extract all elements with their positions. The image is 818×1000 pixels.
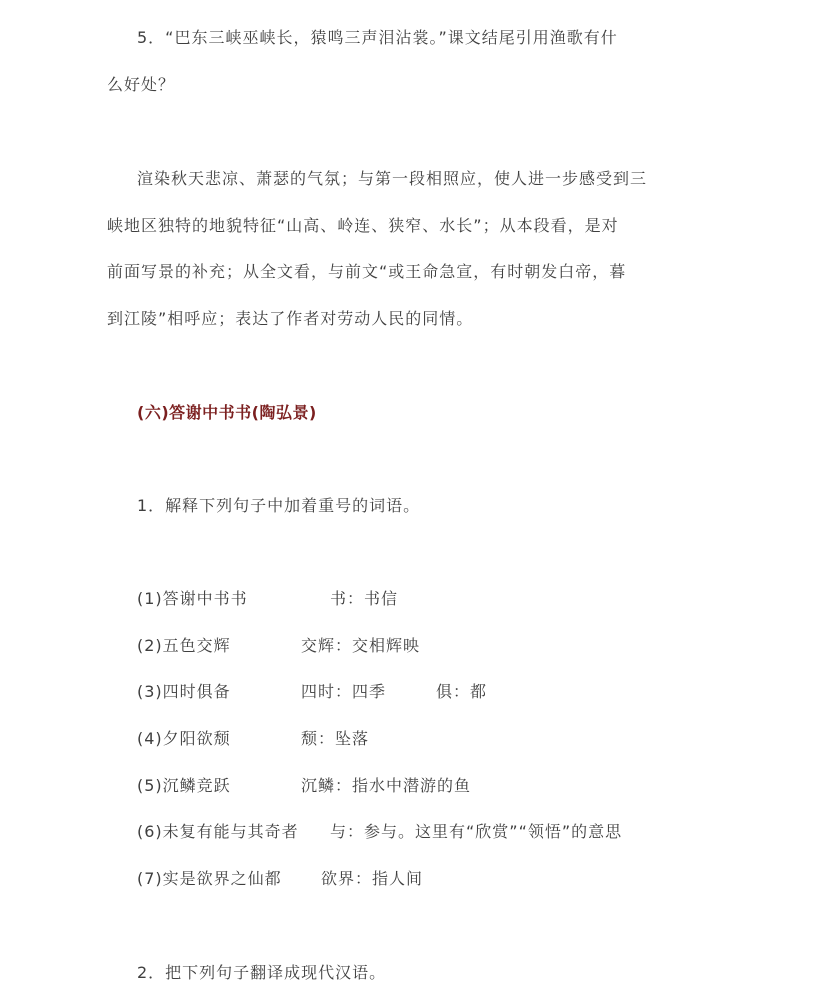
vocab-item-6 [137, 820, 623, 844]
vocab-item-3 [137, 680, 488, 704]
vocab-item-1 [137, 587, 399, 611]
vocab-phrase: (4)夕阳欲颓 [137, 729, 231, 748]
vocab-phrase: (1)答谢中书书 [137, 589, 248, 608]
answer-5-line-2: 峡地区独特的地貌特征“山高、岭连、狭窄、水长”；从本段看，是对 [107, 216, 619, 235]
vocab-gloss: 交辉：交相辉映 [301, 636, 421, 655]
question-2: 2．把下列句子翻译成现代汉语。 [137, 963, 387, 982]
vocab-phrase: (5)沉鳞竞跃 [137, 776, 231, 795]
vocab-phrase: (3)四时俱备 [137, 682, 231, 701]
vocab-gloss: 欲界：指人间 [321, 869, 424, 888]
vocab-gloss-2: 俱：都 [436, 682, 488, 701]
question-1: 1．解释下列句子中加着重号的词语。 [137, 496, 421, 515]
question-5-line-1: 5．“巴东三峡巫峡长，猿鸣三声泪沾裳。”课文结尾引用渔歌有什 [137, 28, 618, 47]
answer-5-line-1: 渲染秋天悲凉、萧瑟的气氛；与第一段相照应，使人进一步感受到三 [137, 169, 648, 188]
vocab-item-7 [137, 867, 424, 891]
vocab-gloss: 沉鳞：指水中潜游的鱼 [301, 776, 472, 795]
answer-5-line-3: 前面写景的补充；从全文看，与前文“或王命急宣，有时朝发白帝，暮 [107, 262, 627, 281]
vocab-phrase: (2)五色交辉 [137, 636, 231, 655]
vocab-item-4 [137, 727, 370, 751]
vocab-gloss: 颓：坠落 [301, 729, 370, 748]
section-title: (六)答谢中书书(陶弘景) [137, 403, 317, 422]
vocab-gloss: 书：书信 [330, 589, 399, 608]
vocab-gloss: 四时：四季 [301, 682, 387, 701]
vocab-item-2 [137, 634, 421, 658]
vocab-gloss: 与：参与。这里有“欣赏”“领悟”的意思 [330, 822, 623, 841]
vocab-phrase: (6)未复有能与其奇者 [137, 822, 299, 841]
vocab-phrase: (7)实是欲界之仙都 [137, 869, 282, 888]
question-5-line-2: 么好处？ [107, 75, 176, 94]
vocab-item-5 [137, 774, 472, 798]
answer-5-line-4: 到江陵”相呼应；表达了作者对劳动人民的同情。 [107, 309, 474, 328]
